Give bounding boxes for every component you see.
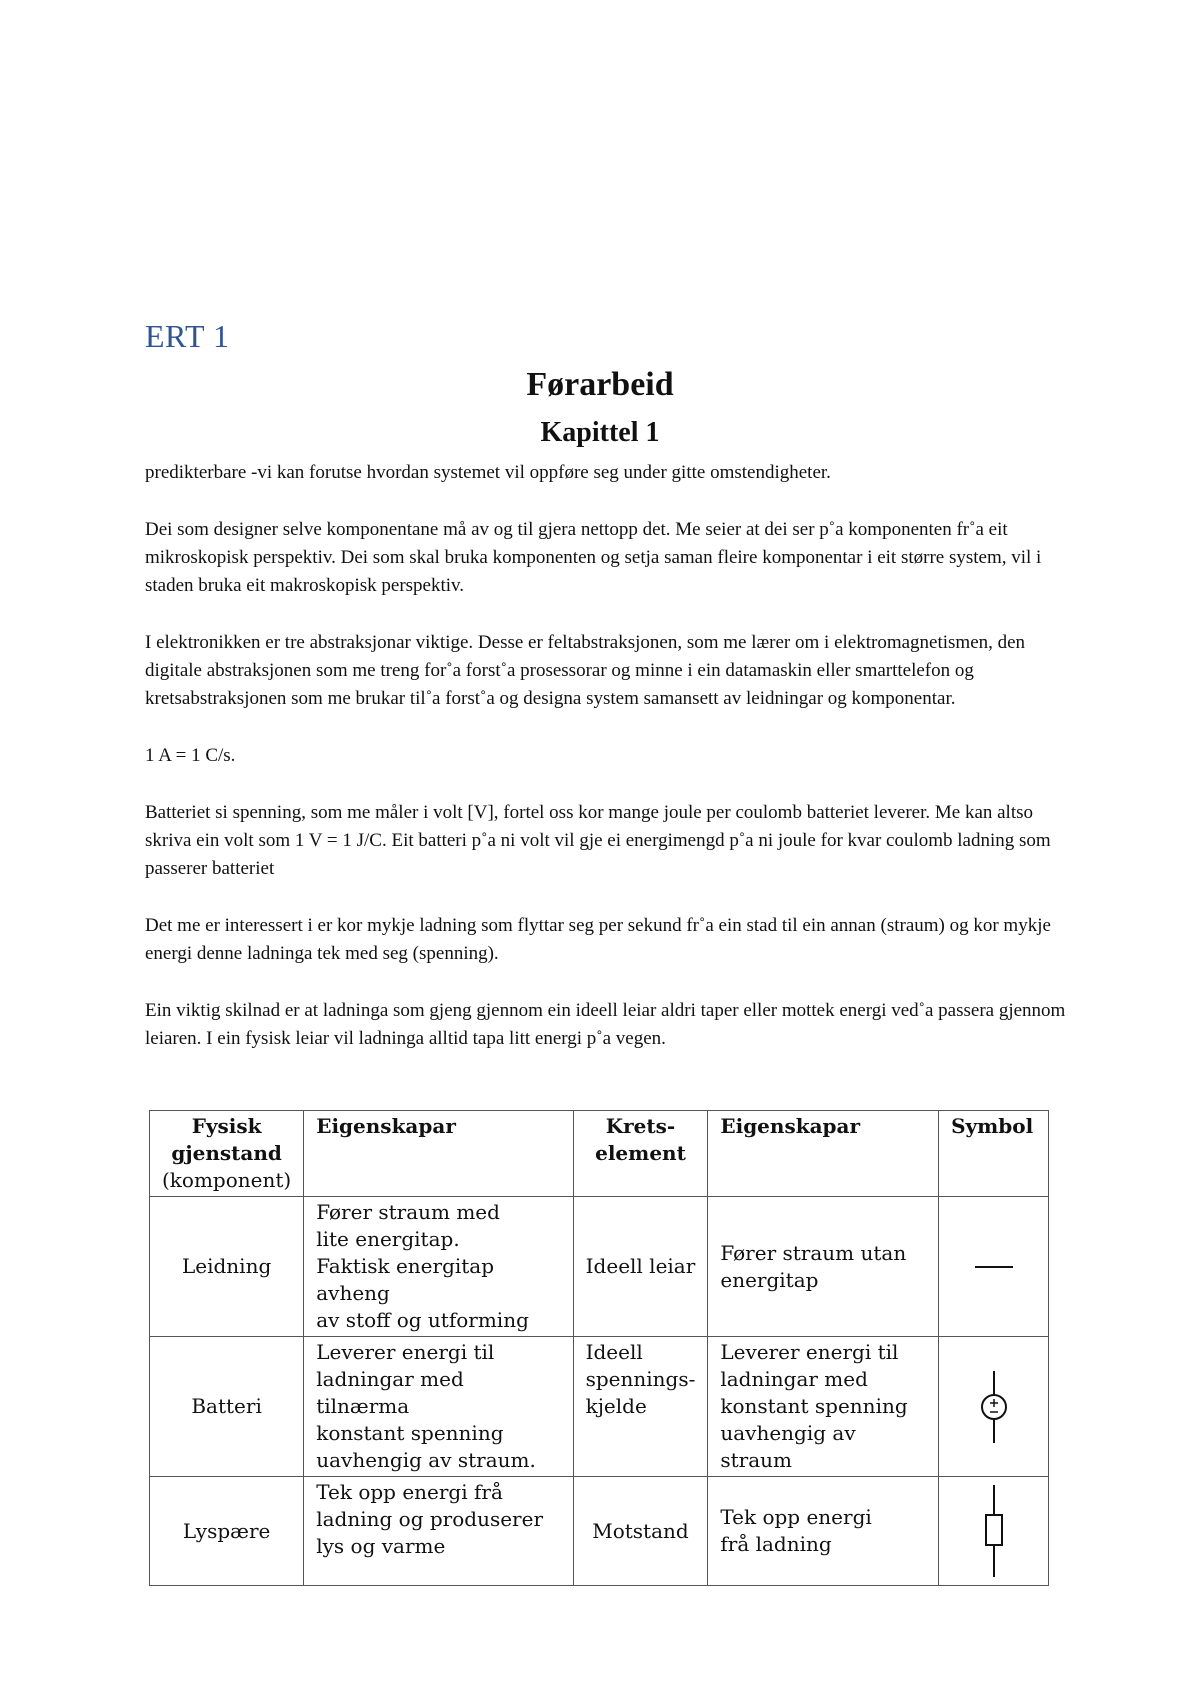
cell-properties: Tek opp energi frå ladning og produserer lys og varme [304,1477,573,1586]
cell-symbol [939,1197,1049,1337]
component-table [149,1110,1049,1586]
paragraph: Det me er interessert i er kor mykje ladning som flyttar seg per sekund fr˚a ein stad til ein annan (straum) og kor mykje energi denne ladninga tek med seg (spenning). [145,914,1051,965]
wire-symbol-icon [969,1262,1019,1272]
paragraph: I elektronikken er tre abstraksjonar viktige. Desse er feltabstraksjonen, som me lærer om i elektromagnetismen, den digitale abstraksjonen som me treng for˚a forst˚a prosessorar og minne i ein datamaskin eller smarttelefon og kretsabstraksjonen som me brukar til˚a forst˚a og designa system samansett av leidningar og komponentar. [145,631,1026,710]
header-symbol: Symbol [939,1111,1049,1197]
cell-object: Leidning [150,1197,304,1337]
table-header-row [150,1111,1049,1197]
section-heading: ERT 1 [145,318,230,354]
cell-symbol [939,1337,1049,1477]
header-element-properties: Eigenskapar [708,1111,939,1197]
table-row [150,1197,1049,1337]
paragraph: Ein viktig skilnad er at ladninga som gjeng gjennom ein ideell leiar aldri taper eller mottek energi ved˚a passera gjennom leiaren. I ein fysisk leiar vil ladninga alltid tapa litt energi p˚a vegen. [145,999,1066,1049]
header-physical-sublabel: (komponent) [162,1168,292,1192]
cell-element-properties: Tek opp energi frå ladning [708,1477,939,1586]
cell-object: Lyspære [150,1477,304,1586]
cell-properties: Fører straum med lite energitap. Faktisk energitap avheng av stoff og utforming [304,1197,573,1337]
chapter-title: Kapittel 1 [540,417,660,448]
page-title: Førarbeid [526,366,674,403]
cell-properties: Leverer energi til ladningar med tilnærma konstant spenning uavhengig av straum. [304,1337,573,1477]
table-row [150,1477,1049,1586]
paragraph: predikterbare -vi kan forutse hvordan systemet vil oppføre seg under gitte omstendigheter. [145,462,831,483]
cell-element: Motstand [573,1477,708,1586]
header-circuit-element: Krets- element [573,1111,708,1197]
body-text [145,459,1075,1082]
header-properties: Eigenskapar [304,1111,573,1197]
header-physical-object [150,1111,304,1197]
cell-symbol [939,1477,1049,1586]
cell-element: Ideell spennings- kjelde [573,1337,708,1477]
paragraph: 1 A = 1 C/s. [145,744,236,766]
header-physical-label: Fysisk gjenstand [171,1114,282,1165]
cell-element-properties: Leverer energi til ladningar med konstant spenning uavhengig av straum [708,1337,939,1477]
cell-element-properties: Fører straum utan energitap [708,1197,939,1337]
paragraph: Dei som designer selve komponentane må av og til gjera nettopp det. Me seier at dei ser p˚a komponenten fr˚a eit mikroskopisk perspektiv. Dei som skal bruka komponenten og setja saman fleire komponentar i eit større system, vil i staden bruka eit makroskopisk perspektiv. [145,518,1042,597]
cell-element: Ideell leiar [573,1197,708,1337]
table-row [150,1337,1049,1477]
paragraph: Batteriet si spenning, som me måler i volt [V], fortel oss kor mange joule per coulomb batteriet leverer. Me kan altso skriva ein volt som 1 V = 1 J/C. Eit batteri p˚a ni volt vil gje ei energimengd p˚a ni joule for kvar coulomb ladning som passerer batteriet [145,801,1051,880]
resistor-symbol-icon [974,1483,1014,1579]
voltage-source-symbol-icon [974,1367,1014,1447]
cell-object: Batteri [150,1337,304,1477]
